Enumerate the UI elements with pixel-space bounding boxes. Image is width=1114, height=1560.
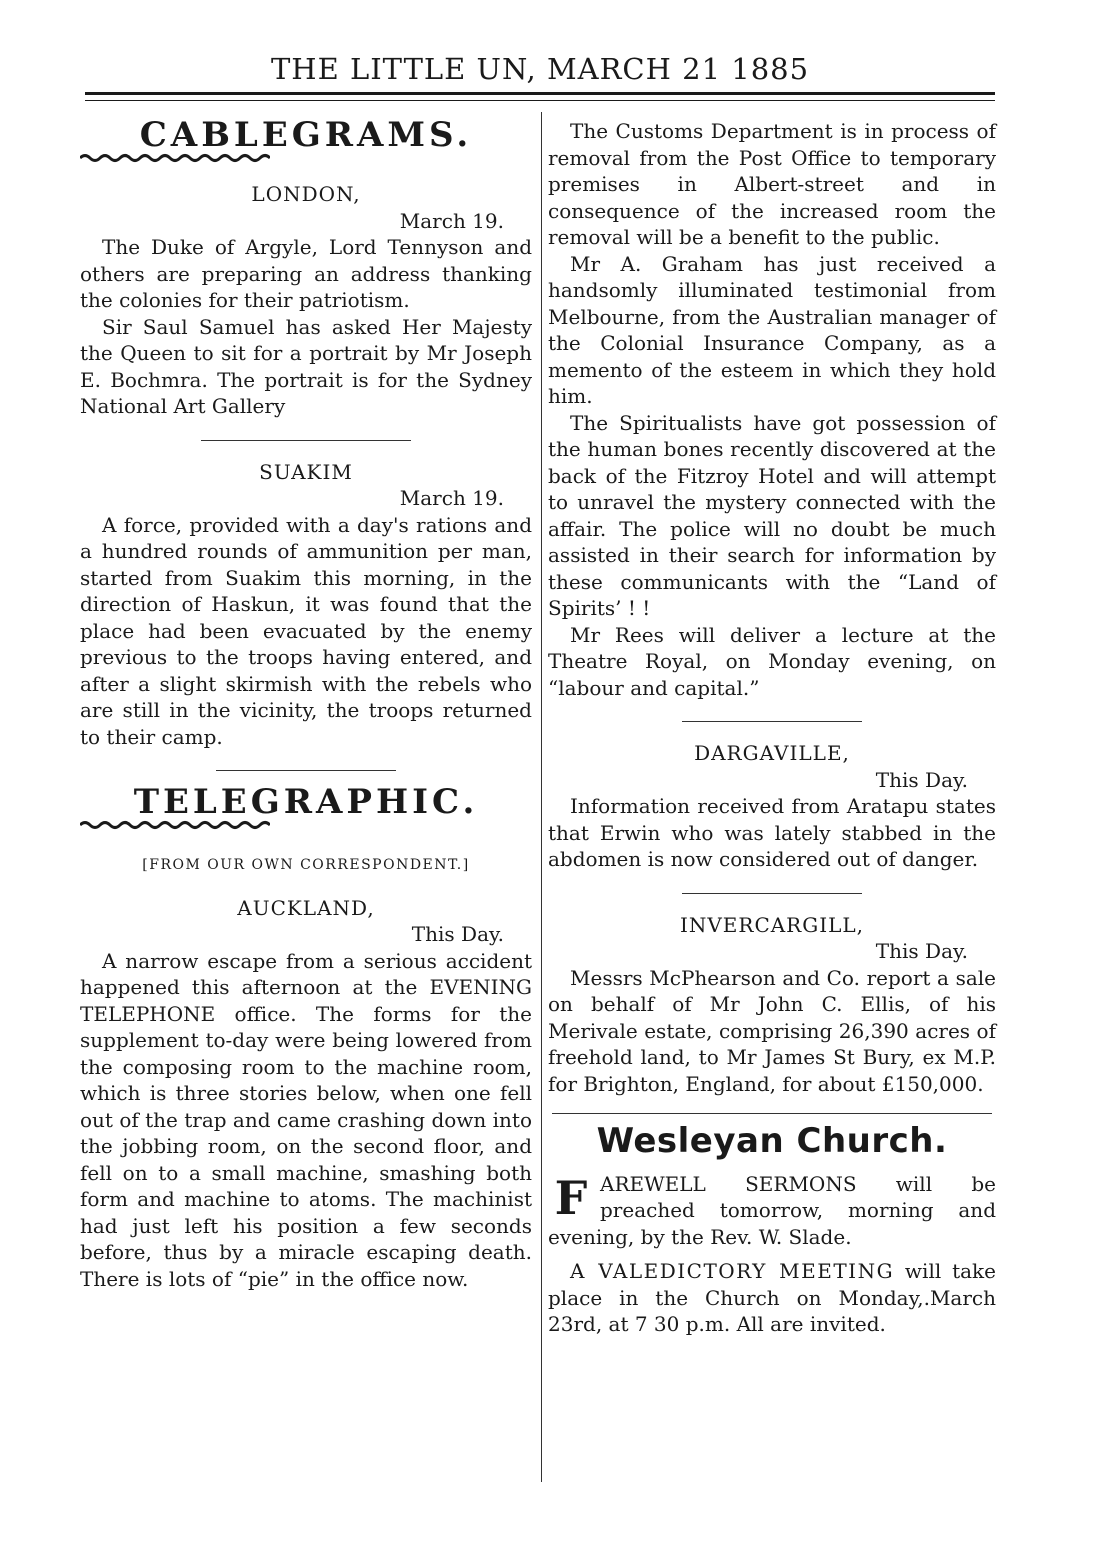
news-paragraph: The Spiritualists have got possession of the human bones recently discovered at the back of the Fitzroy Hotel and will attempt to unravel the mystery connected with the affair. The police will no doubt be much assisted in their search for information by these communicants with the “Land of Spirits’ ! ! — [548, 410, 996, 620]
drop-cap-letter: F — [554, 1170, 588, 1225]
ornament-rule — [80, 820, 270, 830]
sermon-notice — [548, 1171, 996, 1251]
dateline-place: AUCKLAND, — [237, 895, 375, 920]
cablegrams-heading: CABLEGRAMS. — [139, 115, 473, 155]
dateline-place: INVERCARGILL, — [679, 912, 865, 937]
dateline-place: SUAKIM — [259, 459, 353, 484]
telegraphic-heading: TELEGRAPHIC. — [133, 782, 479, 822]
meeting-text: will take place in the Church on Monday,.March 23rd, at 7 30 p.m. All are invited. — [548, 1259, 996, 1336]
dateline-place: LONDON, — [251, 182, 361, 206]
correspondent-note: [FROM OUR OWN CORRESPONDENT.] — [142, 857, 470, 873]
right-column — [548, 118, 996, 1338]
section-rule — [216, 770, 396, 771]
section-rule — [201, 440, 411, 441]
news-paragraph: Sir Saul Samuel has asked Her Majesty the Queen to sit for a portrait by Mr Joseph E. Bochmra. The portrait is for the Sydney National Art Gallery — [80, 314, 532, 418]
section-rule — [682, 721, 862, 722]
left-column — [80, 115, 532, 1292]
news-paragraph: The Duke of Argyle, Lord Tennyson and others are preparing an address thanking the colonies for their patriotism. — [80, 235, 532, 312]
masthead-title: THE LITTLE UN, MARCH 21 1885 — [270, 52, 810, 86]
dateline-date: This Day. — [411, 922, 504, 946]
news-paragraph: Messrs McPhearson and Co. report a sale on behalf of Mr John C. Ellis, of his Merivale estate, comprising 26,390 acres of freehold land, to Mr James St Bury, ex M.P. for Brighton, England, for about £150,000. — [548, 965, 996, 1096]
section-rule — [682, 893, 862, 894]
news-paragraph: A force, provided with a day's rations and a hundred rounds of ammunition per man, started from Suakim this morning, in the direction of Haskun, it was found that the place had been evacuated by the enemy previous to the troops having entered, and after a slight skirmish with the rebels who are still in the vicinity, the troops returned to their camp. — [80, 512, 532, 749]
news-paragraph: Mr A. Graham has just received a handsomly illuminated testimonial from Melbourne, from the Australian manager of the Colonial Insurance Company, as a memento of the esteem in which they hold him. — [548, 251, 996, 408]
masthead-rule — [85, 92, 995, 101]
column-divider — [541, 112, 542, 1482]
dateline-date: This Day. — [875, 767, 968, 792]
dateline-place: DARGAVILLE, — [694, 741, 850, 765]
meeting-notice — [548, 1258, 996, 1338]
news-paragraph: The Customs Department is in process of removal from the Post Office to temporary premises in Albert-street and in consequence of the increased room the removal will be a benefit to the public. — [548, 119, 996, 249]
advertisement-heading: Wesleyan Church. — [596, 1121, 948, 1161]
news-paragraph: A narrow escape from a serious accident happened this afternoon at the EVENING TELEPHONE office. The forms for the supplement to-day were being lowered from the composing room to the machine room, which is three stories below, when one fell out of the trap and came crashing down into the jobbing room, on the second floor, and fell on to a small machine, smashing both form and machine to atoms. The machinist had just left his position a few seconds before, thus by a miracle escaping death. There is lots of “pie” in the office now. — [80, 948, 532, 1291]
news-paragraph: Mr Rees will deliver a lecture at the Theatre Royal, on Monday evening, on “labour and capital.” — [548, 622, 996, 700]
dateline-date: This Day. — [875, 939, 968, 963]
dateline-date: March 19. — [399, 486, 504, 510]
sermon-text: AREWELL SERMONS will be preached tomorrow, morning and evening, by the Rev. W. Slade. — [548, 1171, 996, 1249]
meeting-lead: A VALEDICTORY MEETING — [570, 1259, 895, 1283]
dateline-date: March 19. — [399, 208, 504, 233]
ornament-rule — [80, 153, 270, 163]
advertisement-rule — [552, 1113, 992, 1114]
news-paragraph: Information received from Aratapu states that Erwin who was lately stabbed in the abdomen is now considered out of danger. — [548, 794, 996, 871]
